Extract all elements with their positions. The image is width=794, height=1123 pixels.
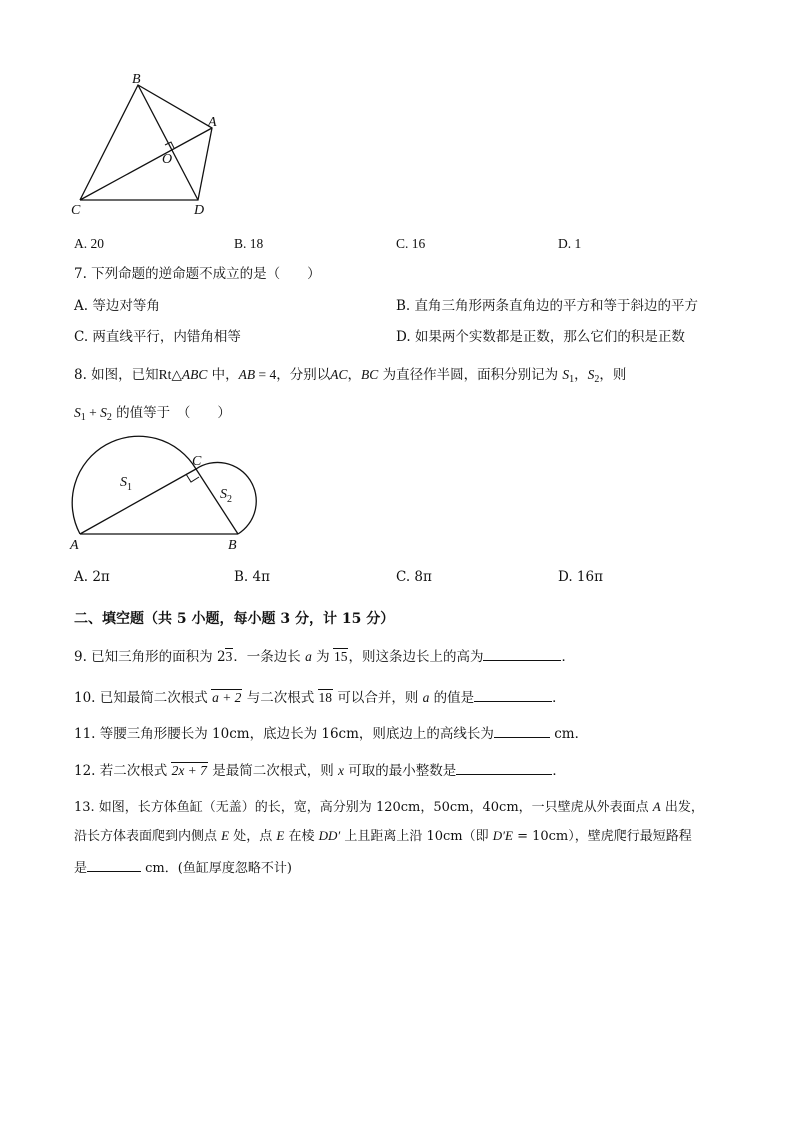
- q6-option-a: A. 20: [74, 236, 104, 251]
- q8-option-c: C. 8π: [396, 569, 432, 585]
- point-label-b: B: [132, 72, 141, 87]
- q9-text: 9. 已知三角形的面积为 23．一条边长 a 为 15，则这条边长上的高为 ．: [74, 646, 575, 666]
- q10-answer-blank[interactable]: [474, 687, 552, 702]
- q13-line1: 13. 如图，长方体鱼缸（无盖）的长，宽，高分别为 120cm，50cm，40cm，一只壁虎从外表面点 A 出发，: [74, 799, 704, 815]
- q6-option-c: C. 16: [396, 236, 426, 251]
- q8-option-b: B. 4π: [234, 569, 270, 585]
- point-label-b2: B: [228, 538, 237, 553]
- q7-option-a: A. 等边对等角: [74, 298, 160, 314]
- q13-answer-blank[interactable]: [87, 857, 141, 872]
- q12-text: 12. 若二次根式 2x + 7 是最简二次根式，则 x 可取的最小整数是 ．: [74, 760, 566, 780]
- section-heading: 二、填空题（共 5 小题，每小题 3 分，计 15 分）: [74, 611, 395, 627]
- q13-line2: 沿长方体表面爬到内侧点 E 处，点 E 在棱 DD′ 上且距离上沿 10cm（即 D′E = 10cm），壁虎爬行最短路程: [74, 828, 692, 844]
- q10-text: 10. 已知最简二次根式 a + 2 与二次根式 18 可以合并，则 a 的值是 ．: [74, 687, 566, 707]
- q8-stem-line1: 8. 如图，已知Rt△ABC 中，AB = 4，分别以AC，BC 为直径作半圆，面积分别记为 $S_1$，$S_2$，则: [74, 367, 627, 385]
- q13-line3: 是 cm．(鱼缸厚度忽略不计): [74, 857, 292, 878]
- q7-option-b: B. 直角三角形两条直角边的平方和等于斜边的平方: [396, 298, 699, 314]
- q8-option-a: A. 2π: [74, 569, 110, 585]
- point-label-a2: A: [70, 538, 79, 553]
- semicircle-lines: [72, 436, 256, 534]
- point-label-o: O: [162, 152, 173, 167]
- point-label-d: D: [194, 203, 205, 218]
- q8-stem-line2: $S_1 + S_2$ 的值等于 （ ）: [74, 405, 231, 423]
- point-label-c2: C: [192, 454, 202, 469]
- point-label-c: C: [71, 203, 81, 218]
- q7-stem: 7. 下列命题的逆命题不成立的是（ ）: [74, 266, 321, 282]
- q12-answer-blank[interactable]: [456, 760, 552, 775]
- q9-answer-blank[interactable]: [483, 646, 561, 661]
- q11-answer-blank[interactable]: [494, 723, 550, 738]
- q11-text: 11. 等腰三角形腰长为 10cm，底边长为 16cm，则底边上的高线长为 cm．: [74, 723, 588, 743]
- q8-option-d: D. 16π: [558, 569, 603, 585]
- q6-option-b: B. 18: [234, 236, 264, 251]
- s1-label: $S_1$: [120, 475, 132, 493]
- q7-option-d: D. 如果两个实数都是正数，那么它们的积是正数: [396, 329, 685, 345]
- q6-option-d: D. 1: [558, 236, 582, 251]
- q7-option-c: C. 两直线平行，内错角相等: [74, 329, 241, 345]
- point-label-a: A: [208, 115, 217, 130]
- s2-label: $S_2$: [220, 487, 232, 505]
